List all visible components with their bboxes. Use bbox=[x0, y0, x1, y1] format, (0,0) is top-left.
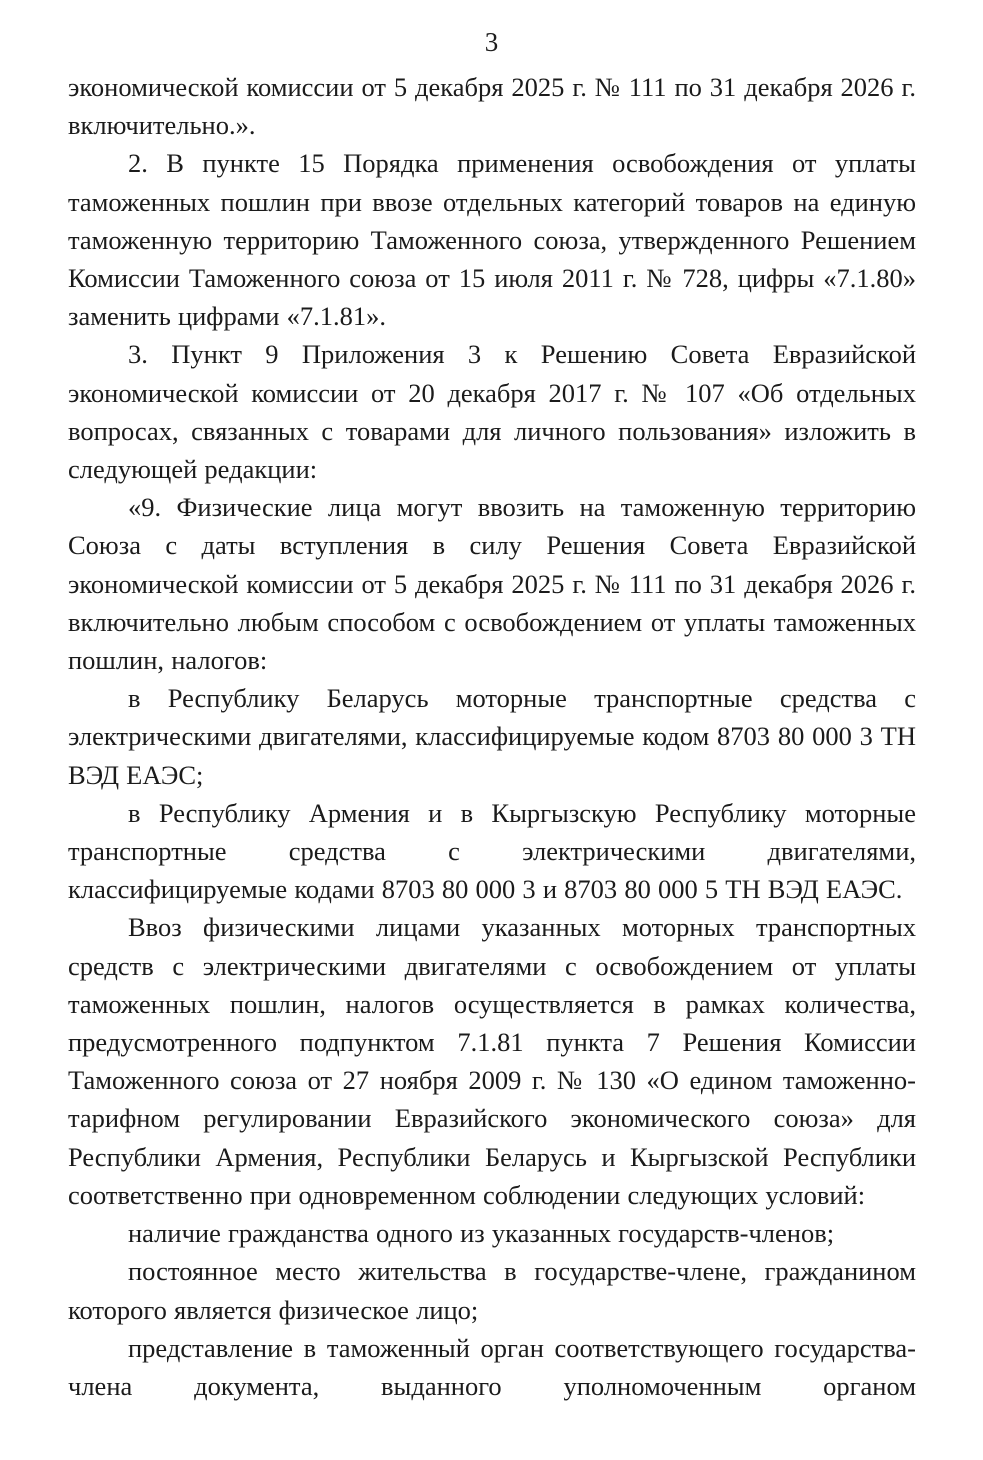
paragraph-quote-9: «9. Физические лица могут ввозить на таможенную территорию Союза с даты вступления в силу Решения Совета Евразийской экономической комиссии от 5 декабря 2025 г. № 111 по 31 декабря 2026 г. включительно любым способом с освобождением от уплаты таможенных пошлин, налогов: bbox=[68, 492, 916, 676]
document-body bbox=[68, 68, 916, 1443]
paragraph-condition-1: наличие гражданства одного из указанных государств-членов; bbox=[128, 1218, 835, 1249]
paragraph-armenia-kyrgyzstan: в Республику Армения и в Кыргызскую Республику моторные транспортные средства с электрическими двигателями, классифицируемые кодами 8703 80 000 3 и 8703 80 000 5 ТН ВЭД ЕАЭС. bbox=[68, 797, 916, 905]
paragraph-item-2: 2. В пункте 15 Порядка применения освобождения от уплаты таможенных пошлин при ввозе отдельных категорий товаров на единую таможенную территорию Таможенного союза, утвержденного Решением Комиссии Таможенного союза от 15 июля 2011 г. № 728, цифры «7.1.80» заменить цифрами «7.1.81». bbox=[68, 148, 916, 332]
paragraph-belarus: в Республику Беларусь моторные транспортные средства с электрическими двигателями, классифицируемые кодом 8703 80 000 3 ТН ВЭД ЕАЭС; bbox=[68, 683, 916, 790]
paragraph-import-quota: Ввоз физическими лицами указанных моторных транспортных средств с электрическими двигателями с освобождением от уплаты таможенных пошлин, налогов осуществляется в рамках количества, предусмотренного подпунктом 7.1.81 пункта 7 Решения Комиссии Таможенного союза от 27 ноября 2009 г. № 130 «О едином таможенно-тарифном регулировании Евразийского экономического союза» для Республики Армения, Республики Беларусь и Кыргызской Республики соответственно при одновременном соблюдении следующих условий: bbox=[68, 912, 916, 1210]
page-number: 3 bbox=[484, 27, 499, 57]
paragraph-condition-3: представление в таможенный орган соответствующего государства-члена документа, выданного уполномоченным органом bbox=[68, 1332, 916, 1401]
paragraph-continuation-1: экономической комиссии от 5 декабря 2025 г. № 111 по 31 декабря 2026 г. включительно.». bbox=[68, 72, 916, 141]
paragraph-item-3: 3. Пункт 9 Приложения 3 к Решению Совета Евразийской экономической комиссии от 20 декабря 2017 г. № 107 «Об отдельных вопросах, связанных с товарами для личного пользования» изложить в следующей редакции: bbox=[68, 339, 916, 485]
paragraph-condition-2: постоянное место жительства в государстве-члене, гражданином которого является физическое лицо; bbox=[68, 1256, 916, 1325]
